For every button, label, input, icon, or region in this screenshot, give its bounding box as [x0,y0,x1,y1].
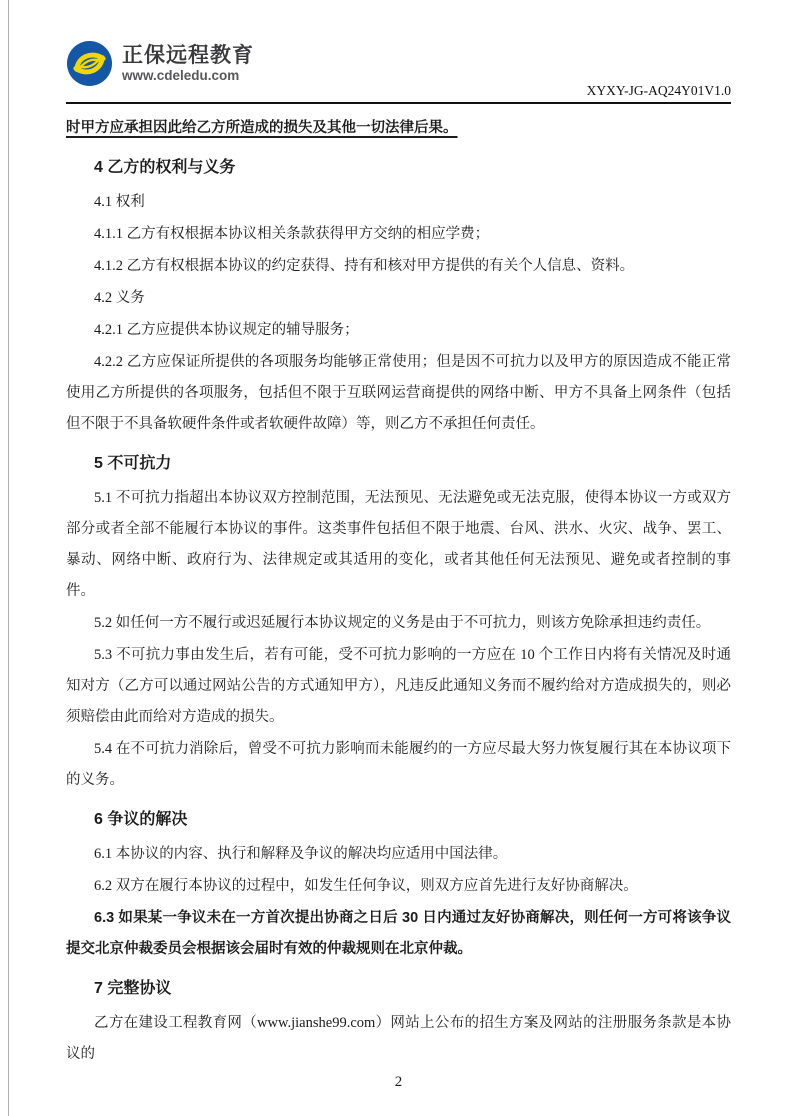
paragraph: 时甲方应承担因此给乙方所造成的损失及其他一切法律后果。 [66,120,458,136]
paragraph: 6.1 本协议的内容、执行和解释及争议的解决均应适用中国法律。 [94,846,508,862]
page-number: 2 [394,1074,403,1090]
section-heading: 4 乙方的权利与义务 [94,159,236,176]
section-heading: 7 完整协议 [94,980,172,997]
section-heading: 5 不可抗力 [94,455,172,472]
document-code: XYXY-JG-AQ24Y01V1.0 [586,83,731,98]
logo-text [122,44,254,84]
paragraph: 5.4 在不可抗力消除后，曾受不可抗力影响而未能履约的一方应尽最大努力恢复履行其在本协议项下的义务。 [66,741,731,788]
paragraph: 5.3 不可抗力事由发生后，若有可能，受不可抗力影响的一方应在 10 个工作日内将有关情况及时通知对方（乙方可以通过网站公告的方式通知甲方），凡违反此通知义务而不履约给对方造成损失的，则必须赔偿由此而给对方造成的损失。 [66,647,731,725]
document-body [66,113,731,1070]
section-heading: 6 争议的解决 [94,811,188,828]
paragraph: 4.1.2 乙方有权根据本协议的约定获得、持有和核对甲方提供的有关个人信息、资料。 [94,258,635,274]
paragraph: 6.3 如果某一争议未在一方首次提出协商之日后 30 日内通过友好协商解决，则任何一方可将该争议提交北京仲裁委员会根据该会届时有效的仲裁规则在北京仲裁。 [66,910,731,957]
paragraph: 4.1 权利 [94,194,145,210]
page-header [0,0,791,104]
logo [66,40,254,87]
brand-logo-icon [66,40,113,87]
paragraph: 4.2.2 乙方应保证所提供的各项服务均能够正常使用；但是因不可抗力以及甲方的原因造成不能正常使用乙方所提供的各项服务，包括但不限于互联网运营商提供的网络中断、甲方不具备上网条件（包括但不限于不具备软硬件条件或者软硬件故障）等，则乙方不承担任何责任。 [66,354,731,432]
paragraph: 4.1.1 乙方有权根据本协议相关条款获得甲方交纳的相应学费； [94,226,490,242]
page-edge-divider [8,0,9,1116]
brand-website: www.cdeledu.com [122,67,240,83]
paragraph: 4.2.1 乙方应提供本协议规定的辅导服务； [94,322,359,338]
brand-name: 正保远程教育 [122,43,254,67]
paragraph: 乙方在建设工程教育网（www.jianshe99.com）网站上公布的招生方案及网站的注册服务条款是本协议的 [66,1015,731,1062]
paragraph: 4.2 义务 [94,290,145,306]
page-footer [66,1074,731,1091]
paragraph: 6.2 双方在履行本协议的过程中，如发生任何争议，则双方应首先进行友好协商解决。 [94,878,638,894]
header-rule-divider [66,102,731,104]
paragraph: 5.1 不可抗力指超出本协议双方控制范围，无法预见、无法避免或无法克服，使得本协议一方或双方部分或者全部不能履行本协议的事件。这类事件包括但不限于地震、台风、洪水、火灾、战争、罢工、暴动、网络中断、政府行为、法律规定或其适用的变化，或者其他任何无法预见、避免或者控制的事件。 [66,490,731,599]
paragraph: 5.2 如任何一方不履行或迟延履行本协议规定的义务是由于不可抗力，则该方免除承担违约责任。 [94,615,711,631]
